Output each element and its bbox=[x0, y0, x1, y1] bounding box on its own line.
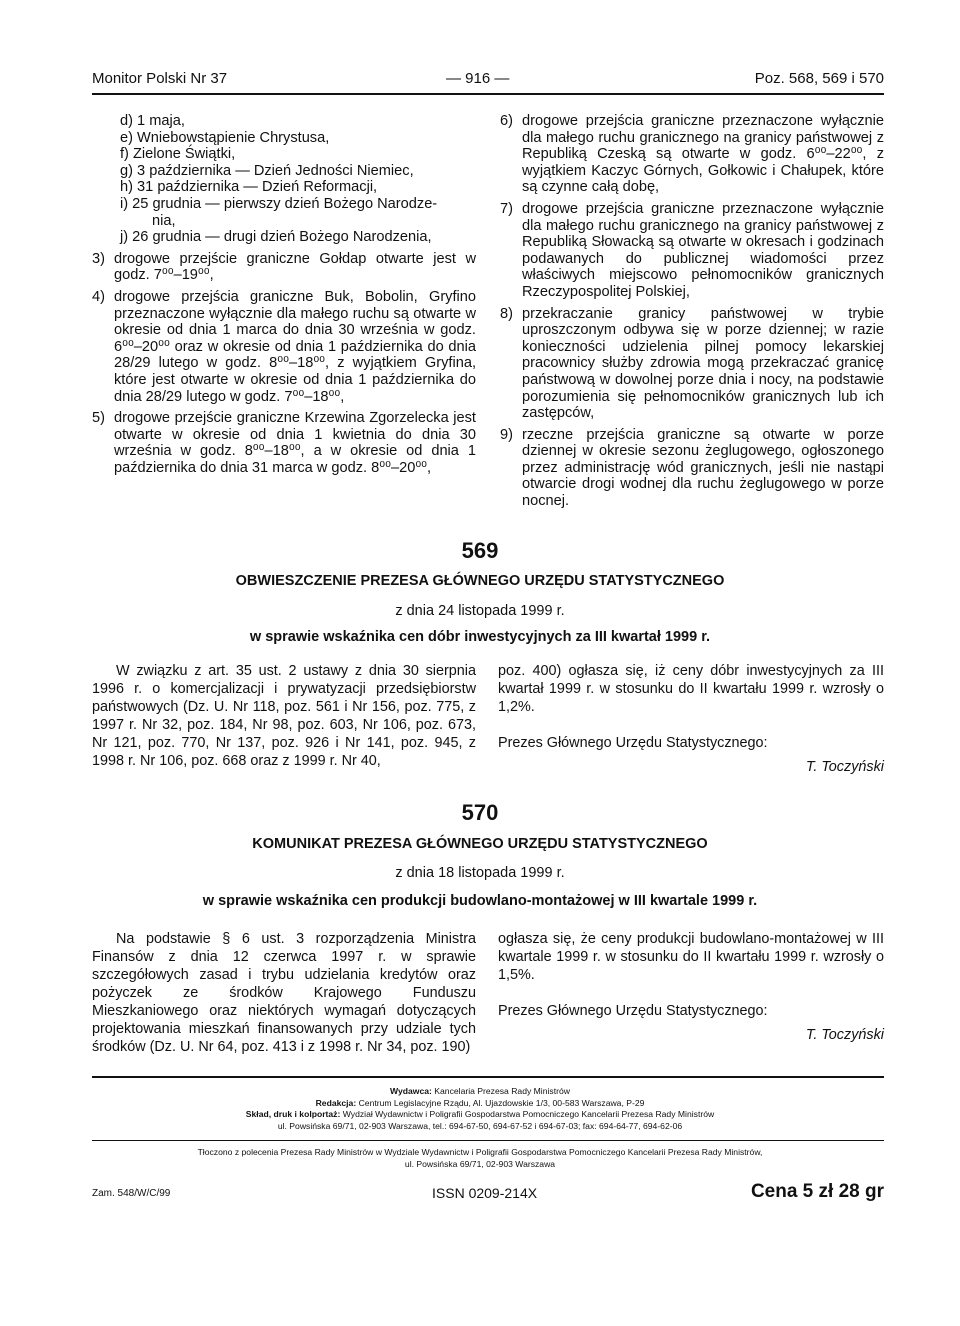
item-number: 9) bbox=[500, 426, 513, 443]
item-text: drogowe przejścia graniczne przeznaczone wyłącznie dla małego ruchu granicznego na granicy państwowej z Republiką Słowacką są otwarte w okresach i godzinach podawanych do publicznej wiadomości przez właściwych miejscowo pełnomocników granicznych Rzeczypospolitej Polskiej, bbox=[522, 200, 884, 300]
holiday-item-cont: nia, bbox=[152, 212, 176, 229]
list-item-6 bbox=[500, 113, 884, 196]
section-date-570: z dnia 18 listopada 1999 r. bbox=[395, 865, 565, 881]
publisher-label: Wydawca: bbox=[390, 1086, 432, 1096]
section-title-570: KOMUNIKAT PREZESA GŁÓWNEGO URZĘDU STATYSTYCZNEGO bbox=[252, 836, 708, 852]
list-item-4 bbox=[92, 289, 476, 405]
section-title-569: OBWIESZCZENIE PREZESA GŁÓWNEGO URZĘDU STATYSTYCZNEGO bbox=[235, 573, 725, 589]
item-text: drogowe przejście graniczne Krzewina Zgorzelecka jest otwarte w okresie od dnia 1 kwietnia do dnia 30 września w godz. 8⁰⁰–18⁰⁰, a w okresie od dnia 1 października do dnia 31 marca w godz. 8⁰⁰–20⁰⁰, bbox=[114, 410, 476, 476]
paragraph: W związku z art. 35 ust. 2 ustawy z dnia 30 sierpnia 1996 r. o komercjalizacji i prywatyzacji przedsiębiorstw państwowych (Dz. U. Nr 118, poz. 561 i Nr 156, poz. 775, z 1997 r. Nr 32, poz. 184, Nr 98, poz. 603, Nr 106, poz. 673, Nr 121, poz. 770, Nr 137, poz. 926 i Nr 141, poz. 945, z 1998 r. Nr 106, poz. 668 oraz z 1999 r. Nr 40, bbox=[92, 663, 476, 769]
print-label: Skład, druk i kolportaż: bbox=[245, 1109, 341, 1119]
item-number: 3) bbox=[92, 250, 105, 267]
item-text: rzeczne przejścia graniczne są otwarte w porze dziennej w okresie sezonu żeglugowego, ogłoszonego przez administrację wód granicznych, jeśli nie nastąpi otwarcie drogi wodnej dla ruchu żeglugowego w porze nocnej. bbox=[522, 426, 884, 510]
section-569-right-text bbox=[498, 662, 884, 776]
holiday-item: f) Zielone Świątki, bbox=[120, 146, 236, 163]
signature: T. Toczyński bbox=[805, 1027, 884, 1043]
address-line: ul. Powsińska 69/71, 02-903 Warszawa, tel.: 694-67-50, 694-67-52 i 694-67-03; fax: 694-64-77, 694-62-06 bbox=[277, 1120, 683, 1131]
footer-rule-top bbox=[92, 1076, 884, 1078]
item-number: 6) bbox=[500, 113, 513, 129]
right-column bbox=[500, 113, 884, 510]
signer-role: Prezes Głównego Urzędu Statystycznego: bbox=[498, 1003, 768, 1019]
item-text: drogowe przejście graniczne Gołdap otwarte jest w godz. 7⁰⁰–19⁰⁰, bbox=[114, 250, 476, 284]
position-range: Poz. 568, 569 i 570 bbox=[754, 70, 884, 87]
signature: T. Toczyński bbox=[805, 759, 884, 775]
printed-line-2: ul. Powsińska 69/71, 02-903 Warszawa bbox=[404, 1158, 556, 1169]
section-569-left-text bbox=[92, 662, 476, 770]
page-number: — 916 — bbox=[446, 70, 510, 87]
journal-name: Monitor Polski Nr 37 bbox=[92, 70, 228, 87]
item-number: 7) bbox=[500, 200, 513, 217]
list-item-5 bbox=[92, 410, 476, 476]
section-number-570: 570 bbox=[461, 800, 499, 825]
order-number: Zam. 548/W/C/99 bbox=[92, 1188, 171, 1199]
paragraph: Na podstawie § 6 ust. 3 rozporządzenia Ministra Finansów z dnia 12 czerwca 1997 r. w sprawie szczegółowych zasad i trybu udzielania kredytów oraz pożyczek ze środków Krajowego Funduszu Mieszkaniowego oraz niektórych wymagań dotyczących projektowania mieszkań finansowanych przy udziale tych środków (Dz. U. Nr 64, poz. 413 i z 1998 r. Nr 34, poz. 190) bbox=[92, 931, 476, 1055]
item-number: 5) bbox=[92, 410, 105, 427]
printed-block bbox=[0, 1147, 960, 1170]
section-number-569: 569 bbox=[461, 538, 499, 563]
left-column bbox=[92, 113, 476, 476]
holiday-item: e) Wniebowstąpienie Chrystusa, bbox=[120, 129, 330, 146]
issn: ISSN 0209-214X bbox=[432, 1185, 538, 1201]
printed-line-1: Tłoczono z polecenia Prezesa Rady Ministrów w Wydziale Wydawnictw i Poligrafii Gospodarstwa Pomocniczego Kancelarii Prezesa Rady Ministrów, bbox=[197, 1147, 763, 1157]
footer-rule-mid bbox=[92, 1140, 884, 1141]
section-subject-570: w sprawie wskaźnika cen produkcji budowlano-montażowej w III kwartale 1999 r. bbox=[202, 893, 758, 909]
item-number: 8) bbox=[500, 305, 513, 322]
section-570-right-text bbox=[498, 930, 884, 1044]
header-rule bbox=[92, 93, 884, 95]
holiday-list bbox=[92, 113, 476, 246]
holiday-item: d) 1 maja, bbox=[120, 113, 185, 129]
print-value: Wydział Wydawnictw i Poligrafii Gospodarstwa Pomocniczego Kancelarii Prezesa Rady Ministrów bbox=[342, 1109, 715, 1119]
list-item-8 bbox=[500, 306, 884, 422]
holiday-item: i) 25 grudnia — pierwszy dzień Bożego Narodze- bbox=[120, 195, 438, 212]
item-text: przekraczanie granicy państwowej w trybie uproszczonym odbywa się w porze dziennej; w razie konieczności udzielenia pilnej pomocy lekarskiej pracownicy służby zdrowia mogą przekraczać granicę państwową w dowolnej porze dnia i nocy, na podstawie porozumienia się pełnomocników granicznych lub ich zastępców, bbox=[522, 305, 884, 422]
paragraph: poz. 400) ogłasza się, iż ceny dóbr inwestycyjnych za III kwartał 1999 r. w stosunku do II kwartału 1999 r. wzrosły o 1,2%. bbox=[498, 663, 884, 715]
holiday-item: j) 26 grudnia — drugi dzień Bożego Narodzenia, bbox=[120, 229, 432, 246]
signer-role: Prezes Głównego Urzędu Statystycznego: bbox=[498, 735, 768, 751]
list-item-3 bbox=[92, 251, 476, 284]
item-number: 4) bbox=[92, 288, 105, 305]
holiday-item: h) 31 października — Dzień Reformacji, bbox=[120, 179, 378, 196]
section-570-left-text bbox=[92, 930, 476, 1056]
price: Cena 5 zł 28 gr bbox=[750, 1181, 884, 1202]
holiday-item: g) 3 października — Dzień Jedności Niemiec, bbox=[120, 162, 414, 179]
editorial-value: Centrum Legislacyjne Rządu, Al. Ujazdowskie 1/3, 00-583 Warszawa, P-29 bbox=[358, 1097, 645, 1108]
section-date-569: z dnia 24 listopada 1999 r. bbox=[395, 603, 565, 619]
item-text: drogowe przejścia graniczne Buk, Bobolin, Gryfino przeznaczone wyłącznie dla małego ruchu są otwarte w okresie od dnia 1 marca do dnia 30 września w godz. 6⁰⁰–20⁰⁰ oraz w okresie od dnia 1 października do dnia 28/29 lutego w godz. 8⁰⁰–18⁰⁰, z wyjątkiem Gryfina, które jest otwarte w okresie od dnia 1 października do dnia 28/29 lutego w godz. 7⁰⁰–18⁰⁰, bbox=[114, 288, 476, 405]
paragraph: ogłasza się, że ceny produkcji budowlano-montażowej w III kwartale 1999 r. w stosunku do II kwartału 1999 r. wzrosły o 1,5%. bbox=[498, 931, 884, 983]
publisher-block bbox=[0, 1086, 960, 1132]
publisher-value: Kancelaria Prezesa Rady Ministrów bbox=[434, 1086, 570, 1096]
editorial-label: Redakcja: bbox=[315, 1097, 357, 1108]
list-item-9 bbox=[500, 427, 884, 510]
item-text: drogowe przejścia graniczne przeznaczone wyłącznie dla małego ruchu granicznego na granicy państwowej z Republiką Czeską są otwarte w godz. 6⁰⁰–22⁰⁰, z wyjątkiem Kaczyc Górnych, Gołkowic i Chałupek, które są czynne całą dobę, bbox=[522, 113, 884, 196]
publisher-line bbox=[0, 1086, 960, 1098]
editorial-line bbox=[0, 1098, 960, 1110]
section-subject-569: w sprawie wskaźnika cen dóbr inwestycyjnych za III kwartał 1999 r. bbox=[249, 629, 711, 645]
list-item-7 bbox=[500, 201, 884, 301]
print-line bbox=[0, 1109, 960, 1121]
